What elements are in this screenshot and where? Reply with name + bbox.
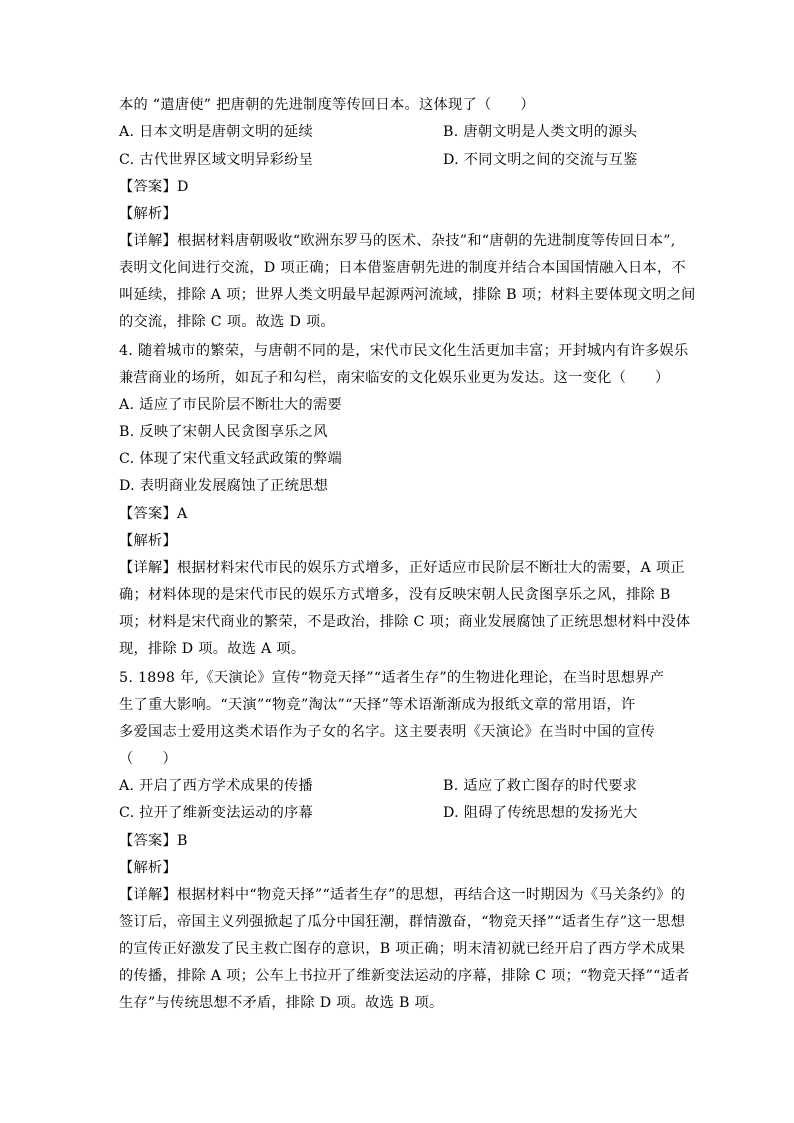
q4-option-b: B. 反映了宋朝人民贪图享乐之风 [119,424,328,440]
q4-analysis-label: 【解析】 [119,533,177,549]
q4-detail-line: 现，排除 D 项。故选 A 项。 [119,641,306,657]
q5-answer: 【答案】B [119,833,188,849]
q5-detail-line: 的传播，排除 A 项；公车上书拉开了维新变法运动的序幕，排除 C 项；“物竞天择”“适者 [119,968,690,984]
q3-option-c: C. 古代世界区域文明异彩纷呈 [119,152,314,168]
q5-stem-line: 生了重大影响。“天演”“物竞”淘汰”“天择”等术语渐渐成为报纸文章的常用语，许 [119,697,636,713]
q5-detail-line: 的宣传正好激发了民主救亡图存的意识，B 项正确；明末清初就已经开启了西方学术成果 [119,941,686,957]
q4-stem-line: 兼营商业的场所，如瓦子和勾栏，南宋临安的文化娱乐业更为发达。这一变化（ ） [119,370,670,386]
q5-option-b: B. 适应了救亡图存的时代要求 [443,778,638,794]
q5-option-c: C. 拉开了维新变法运动的序幕 [119,805,314,821]
q4-option-a: A. 适应了市民阶层不断壮大的需要 [119,397,342,413]
q3-detail-line: 【详解】根据材料唐朝吸收“欧洲东罗马的医术、杂技”和“唐朝的先进制度等传回日本”, [119,233,676,249]
q4-answer: 【答案】A [119,506,188,522]
q5-detail-line: 生存”与传统思想不矛盾，排除 D 项。故选 B 项。 [119,995,444,1011]
q5-stem-line: 多爱国志士爱用这类术语作为子女的名字。这主要表明《天演论》在当时中国的宣传 [119,724,656,740]
q3-answer: 【答案】D [119,179,189,195]
q4-option-c: C. 体现了宋代重文轻武政策的弊端 [119,451,343,467]
q3-detail-line: 表明文化间进行交流，D 项正确；日本借鉴唐朝先进的制度并结合本国国情融入日本，不 [119,260,687,276]
q5-option-d: D. 阻碍了传统思想的发扬光大 [443,805,638,821]
q5-detail-line: 【详解】根据材料中“物竞天择”“适者生存”的思想，再结合这一时期因为《马关条约》的 [119,887,686,903]
q4-option-d: D. 表明商业发展腐蚀了正统思想 [119,478,329,494]
q4-detail-line: 【详解】根据材料宋代市民的娱乐方式增多，正好适应市民阶层不断壮大的需要，A 项正 [119,560,685,576]
q5-stem-line: （ ） [119,751,177,767]
q3-detail-line: 的交流，排除 C 项。故选 D 项。 [119,314,335,330]
q5-stem-line: 5. 1898 年,《天演论》宣传“物竞天择”“适者生存”的生物进化理论，在当时思想界产 [119,670,665,686]
q5-option-a: A. 开启了西方学术成果的传播 [119,778,314,794]
q3-option-b: B. 唐朝文明是人类文明的源头 [443,124,638,140]
q3-option-d: D. 不同文明之间的交流与互鉴 [443,152,638,168]
q5-analysis-label: 【解析】 [119,860,177,876]
q3-analysis-label: 【解析】 [119,206,177,222]
q5-detail-line: 签订后，帝国主义列强掀起了瓜分中国狂潮，群情激奋，“物竞天择”“适者生存”这一思想 [119,914,686,930]
q4-detail-line: 项；材料是宋代商业的繁荣，不是政治，排除 C 项；商业发展腐蚀了正统思想材料中没体 [119,614,691,630]
q4-detail-line: 确；材料体现的是宋代市民的娱乐方式增多，没有反映宋朝人民贪图享乐之风，排除 B [119,587,671,603]
q3-stem-tail: 本的 “遣唐使” 把唐朝的先进制度等传回日本。这体现了（ ） [119,97,535,113]
q3-detail-line: 叫延续，排除 A 项；世界人类文明最早起源两河流域，排除 B 项；材料主要体现文明之间 [119,287,696,303]
q3-option-a: A. 日本文明是唐朝文明的延续 [119,124,314,140]
q4-stem-line: 4. 随着城市的繁荣，与唐朝不同的是，宋代市民文化生活更加丰富；开封城内有许多娱乐 [119,343,689,359]
